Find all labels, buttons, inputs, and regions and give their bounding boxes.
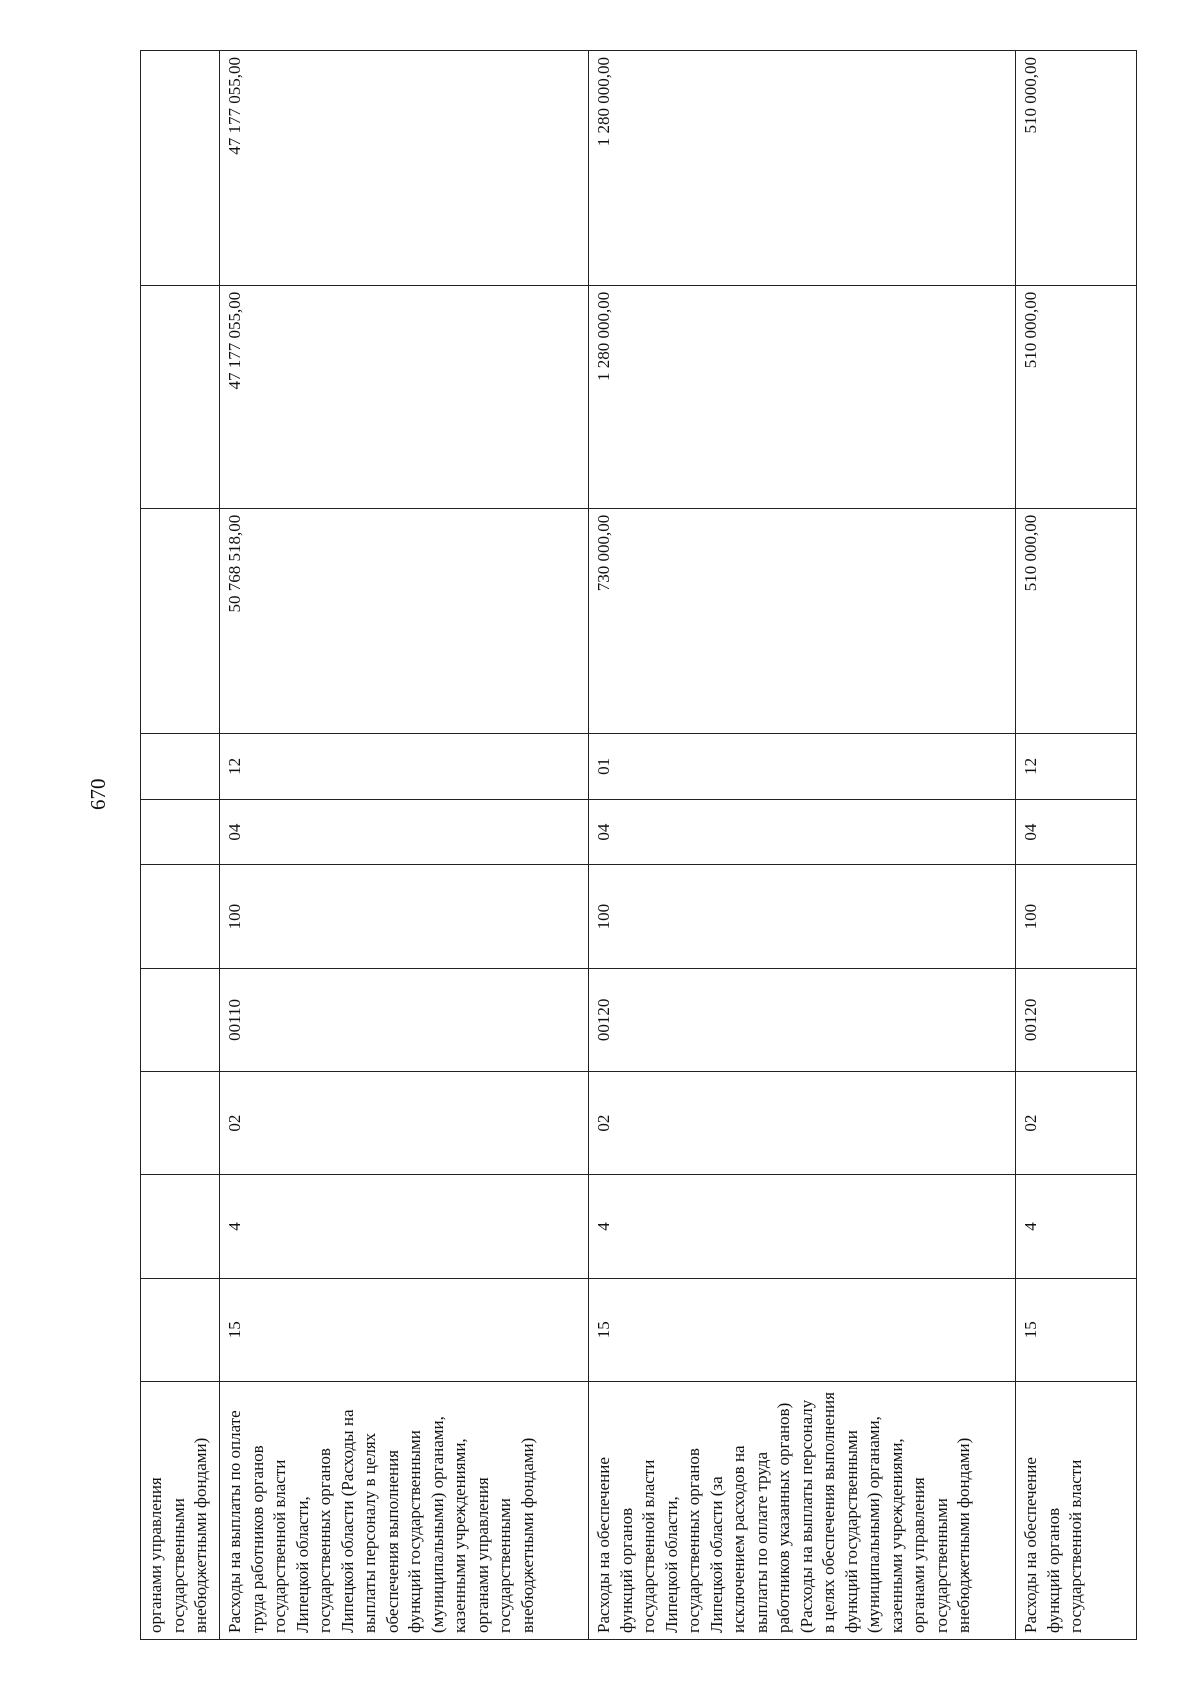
description-line: функций государственными [841, 1430, 861, 1633]
ministry-code-cell [141, 1278, 220, 1381]
budget-table-container [140, 50, 1100, 1640]
description-line: в целях обеспечения выполнения [819, 1392, 838, 1633]
amount-year2-cell: 1 280 000,00 [589, 285, 1016, 508]
description-cell [1016, 1381, 1137, 1639]
description-line: государственными [495, 1498, 514, 1633]
table-row [589, 51, 1016, 1640]
description-line: Липецкой области, [661, 1496, 681, 1633]
description-line: органами управления [909, 1477, 928, 1633]
description-cell [220, 1381, 589, 1639]
subchapter-code-cell: 12 [220, 734, 589, 800]
description-line: исключением расходов на [729, 1445, 748, 1633]
section-code-cell [141, 1175, 220, 1278]
program-code-cell: 00120 [589, 968, 1016, 1071]
amount-year3-cell: 47 177 055,00 [220, 51, 589, 286]
amount-year1-cell: 510 000,00 [1016, 508, 1137, 733]
subsection-code-cell: 02 [589, 1072, 1016, 1175]
description-line: органами управления [472, 1477, 492, 1633]
subchapter-code-cell: 12 [1016, 734, 1137, 800]
description-line: Липецкой области (Расходы на [337, 1409, 357, 1633]
amount-year3-cell: 1 280 000,00 [589, 51, 1016, 286]
expense-type-cell: 100 [1016, 865, 1137, 968]
description-line: Липецкой области, [292, 1496, 312, 1633]
budget-table [140, 50, 1137, 1640]
description-line: функций государственными [405, 1430, 424, 1633]
table-row [220, 51, 589, 1640]
description-line: государственной власти [639, 1459, 658, 1633]
description-line: государственных органов [315, 1448, 334, 1633]
program-code-cell: 00110 [220, 968, 589, 1071]
description-line: государственной власти [270, 1459, 289, 1633]
section-code-cell: 4 [220, 1175, 589, 1278]
description-line: обеспечения выполнения [382, 1450, 402, 1633]
expense-type-cell [141, 865, 220, 968]
description-line: (Расходы на выплаты персоналу [796, 1399, 816, 1633]
subchapter-code-cell: 01 [589, 734, 1016, 800]
description-line: государственными [931, 1498, 951, 1633]
description-line: казенными учреждениями, [450, 1438, 469, 1633]
program-code-cell [141, 968, 220, 1071]
subsection-code-cell [141, 1072, 220, 1175]
table-row [1016, 51, 1137, 1640]
description-line: (муниципальными) органами, [864, 1416, 883, 1633]
ministry-code-cell: 15 [589, 1278, 1016, 1381]
description-line: работников указанных органов) [774, 1402, 793, 1633]
description-line: труда работников органов [247, 1445, 267, 1633]
description-line: выплаты по оплате труда [751, 1451, 771, 1633]
description-line: органами управления [146, 1477, 165, 1633]
amount-year1-cell: 50 768 518,00 [220, 508, 589, 733]
description-line: государственными [168, 1498, 188, 1633]
subsection-code-cell: 02 [220, 1072, 589, 1175]
expense-type-cell: 100 [589, 865, 1016, 968]
subsection-code-cell: 02 [1016, 1072, 1137, 1175]
description-line: внебюджетными фондами) [191, 1437, 210, 1633]
program-code-cell: 00120 [1016, 968, 1137, 1071]
description-line: государственных органов [684, 1448, 703, 1633]
description-line: выплаты персоналу в целях [360, 1432, 379, 1633]
description-cell [589, 1381, 1016, 1639]
description-line: Липецкой области (за [706, 1476, 726, 1633]
description-cell [141, 1381, 220, 1639]
section-code-cell: 4 [1016, 1175, 1137, 1278]
description-line: внебюджетными фондами) [517, 1437, 537, 1633]
section-code-cell: 4 [589, 1175, 1016, 1278]
amount-year1-cell [141, 508, 220, 733]
description-line: функций органов [616, 1507, 636, 1633]
amount-year2-cell [141, 285, 220, 508]
amount-year2-cell: 47 177 055,00 [220, 285, 589, 508]
amount-year3-cell: 510 000,00 [1016, 51, 1137, 286]
description-line: функций органов [1043, 1507, 1063, 1633]
description-line: Расходы на выплаты по оплате [225, 1410, 244, 1633]
page-number: 670 [86, 778, 110, 810]
chapter-code-cell [141, 799, 220, 865]
chapter-code-cell: 04 [589, 799, 1016, 865]
chapter-code-cell: 04 [1016, 799, 1137, 865]
ministry-code-cell: 15 [1016, 1278, 1137, 1381]
description-line: Расходы на обеспечение [1021, 1457, 1040, 1633]
ministry-code-cell: 15 [220, 1278, 589, 1381]
description-line: внебюджетными фондами) [954, 1437, 973, 1633]
amount-year2-cell: 510 000,00 [1016, 285, 1137, 508]
amount-year3-cell [141, 51, 220, 286]
table-row [141, 51, 220, 1640]
subchapter-code-cell [141, 734, 220, 800]
description-line: государственной власти [1066, 1459, 1085, 1633]
description-line: (муниципальными) органами, [427, 1416, 447, 1633]
description-line: Расходы на обеспечение [594, 1457, 613, 1633]
amount-year1-cell: 730 000,00 [589, 508, 1016, 733]
chapter-code-cell: 04 [220, 799, 589, 865]
expense-type-cell: 100 [220, 865, 589, 968]
description-line: казенными учреждениями, [886, 1438, 906, 1633]
